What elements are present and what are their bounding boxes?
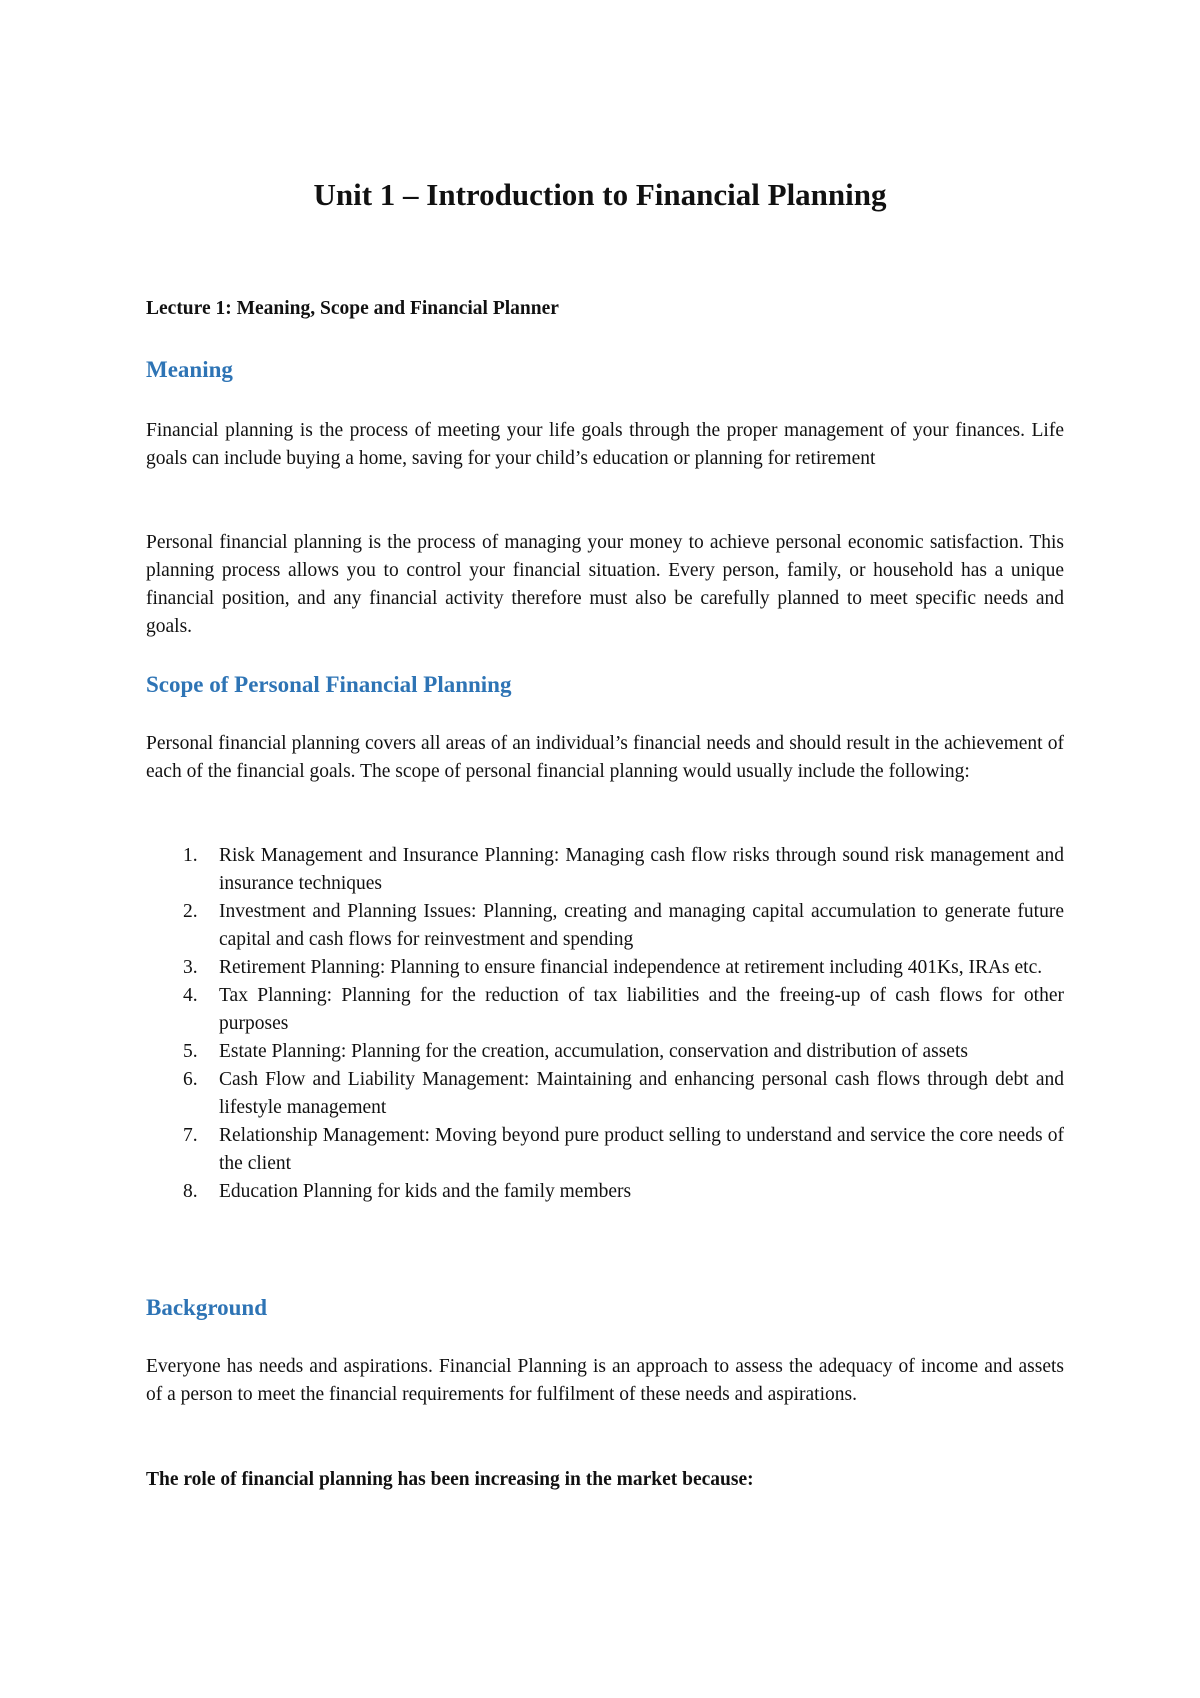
list-item	[146, 1178, 1064, 1206]
list-item-number: 6.	[183, 1069, 198, 1090]
list-item	[146, 842, 1064, 898]
closing-bold-line: The role of financial planning has been increasing in the market because:	[146, 1469, 754, 1490]
list-item	[146, 1122, 1064, 1178]
list-item-text: Investment and Planning Issues: Planning, creating and managing capital accumulation to generate future capital and cash flows for reinvestment and spending	[219, 901, 1064, 950]
heading-meaning: Meaning	[146, 357, 233, 382]
list-item	[146, 954, 1064, 982]
list-item-text: Relationship Management: Moving beyond pure product selling to understand and service the core needs of the client	[219, 1125, 1064, 1174]
list-item-number: 4.	[183, 985, 198, 1006]
background-paragraph: Everyone has needs and aspirations. Financial Planning is an approach to assess the adequacy of income and assets of a person to meet the financial requirements for fulfilment of these needs and aspirations.	[146, 1356, 1064, 1405]
document-title: Unit 1 – Introduction to Financial Planning	[313, 177, 887, 212]
list-item-text: Tax Planning: Planning for the reduction of tax liabilities and the freeing-up of cash flows for other purposes	[219, 985, 1064, 1034]
list-item-text: Risk Management and Insurance Planning: Managing cash flow risks through sound risk management and insurance techniques	[219, 845, 1064, 894]
list-item	[146, 1066, 1064, 1122]
list-item-number: 3.	[183, 957, 198, 978]
list-item-number: 2.	[183, 901, 198, 922]
scope-numbered-list	[146, 842, 1064, 1206]
list-item-text: Estate Planning: Planning for the creation, accumulation, conservation and distribution of assets	[219, 1041, 968, 1062]
scope-intro-paragraph: Personal financial planning covers all areas of an individual’s financial needs and should result in the achievement of each of the financial goals. The scope of personal financial planning would usually include the following:	[146, 733, 1064, 782]
lecture-title: Lecture 1: Meaning, Scope and Financial Planner	[146, 298, 559, 319]
list-item-number: 7.	[183, 1125, 198, 1146]
list-item-number: 1.	[183, 845, 198, 866]
list-item-number: 5.	[183, 1041, 198, 1062]
list-item-text: Cash Flow and Liability Management: Maintaining and enhancing personal cash flows through debt and lifestyle management	[219, 1069, 1064, 1118]
meaning-paragraph-2: Personal financial planning is the process of managing your money to achieve personal economic satisfaction. This planning process allows you to control your financial situation. Every person, family, or household has a unique financial position, and any financial activity therefore must also be carefully planned to meet specific needs and goals.	[146, 532, 1064, 637]
heading-background: Background	[146, 1295, 268, 1320]
list-item	[146, 982, 1064, 1038]
meaning-paragraph-1: Financial planning is the process of meeting your life goals through the proper management of your finances. Life goals can include buying a home, saving for your child’s education or planning for retirement	[146, 420, 1064, 469]
heading-scope: Scope of Personal Financial Planning	[146, 672, 512, 697]
list-item-text: Education Planning for kids and the family members	[219, 1181, 632, 1202]
list-item	[146, 898, 1064, 954]
list-item-number: 8.	[183, 1181, 198, 1202]
list-item-text: Retirement Planning: Planning to ensure financial independence at retirement including 401Ks, IRAs etc.	[219, 957, 1043, 978]
list-item	[146, 1038, 1064, 1066]
